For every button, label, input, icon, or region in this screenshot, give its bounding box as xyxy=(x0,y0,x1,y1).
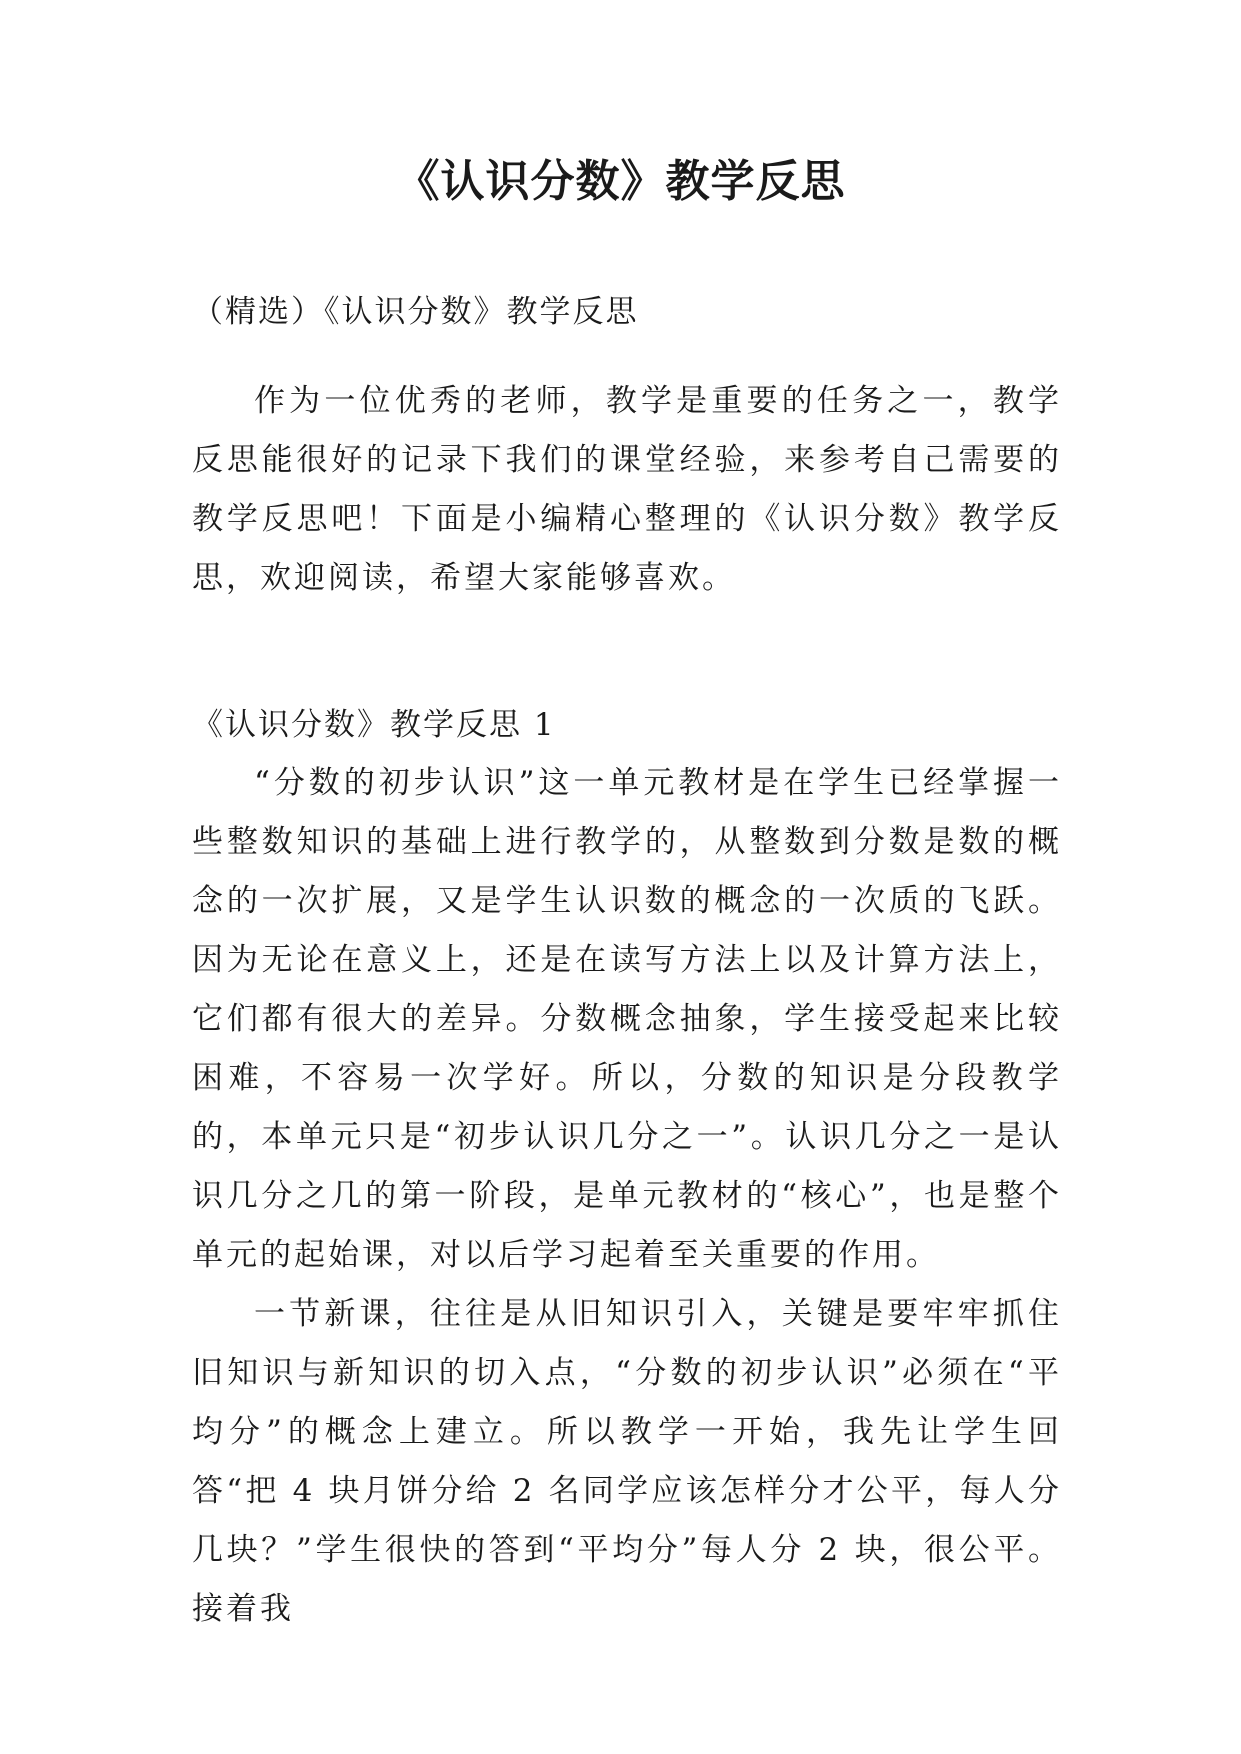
document-subtitle: （精选）《认识分数》教学反思 xyxy=(192,294,639,330)
body-paragraph: “分数的初步认识”这一单元教材是在学生已经掌握一些整数知识的基础上进行教学的，从整数到分数是数的概念的一次扩展，又是学生认识数的概念的一次质的飞跃。因为无论在意义上，还是在读写方法上以及计算方法上，它们都有很大的差异。分数概念抽象，学生接受起来比较困难，不容易一次学好。所以，分数的知识是分段教学的，本单元只是“初步认识几分之一”。认识几分之一是认识几分之几的第一阶段，是单元教材的“核心”，也是整个单元的起始课，对以后学习起着至关重要的作用。 xyxy=(192,765,1062,1273)
body-paragraph: 一节新课，往往是从旧知识引入，关键是要牢牢抓住旧知识与新知识的切入点，“分数的初步认识”必须在“平均分”的概念上建立。所以教学一开始，我先让学生回答“把 4 块月饼分给 2 名同学应该怎样分才公平，每人分几块？”学生很快的答到“平均分”每人分 2 块，很公平。接着我 xyxy=(192,1296,1062,1627)
intro-paragraph: 作为一位优秀的老师，教学是重要的任务之一，教学反思能很好的记录下我们的课堂经验，来参考自己需要的教学反思吧！下面是小编精心整理的《认识分数》教学反思，欢迎阅读，希望大家能够喜欢。 xyxy=(192,383,1062,596)
document-title: 《认识分数》教学反思 xyxy=(395,156,846,207)
section-body xyxy=(192,754,1062,1639)
section-heading: 《认识分数》教学反思 1 xyxy=(192,707,556,743)
intro-block xyxy=(192,372,1062,608)
